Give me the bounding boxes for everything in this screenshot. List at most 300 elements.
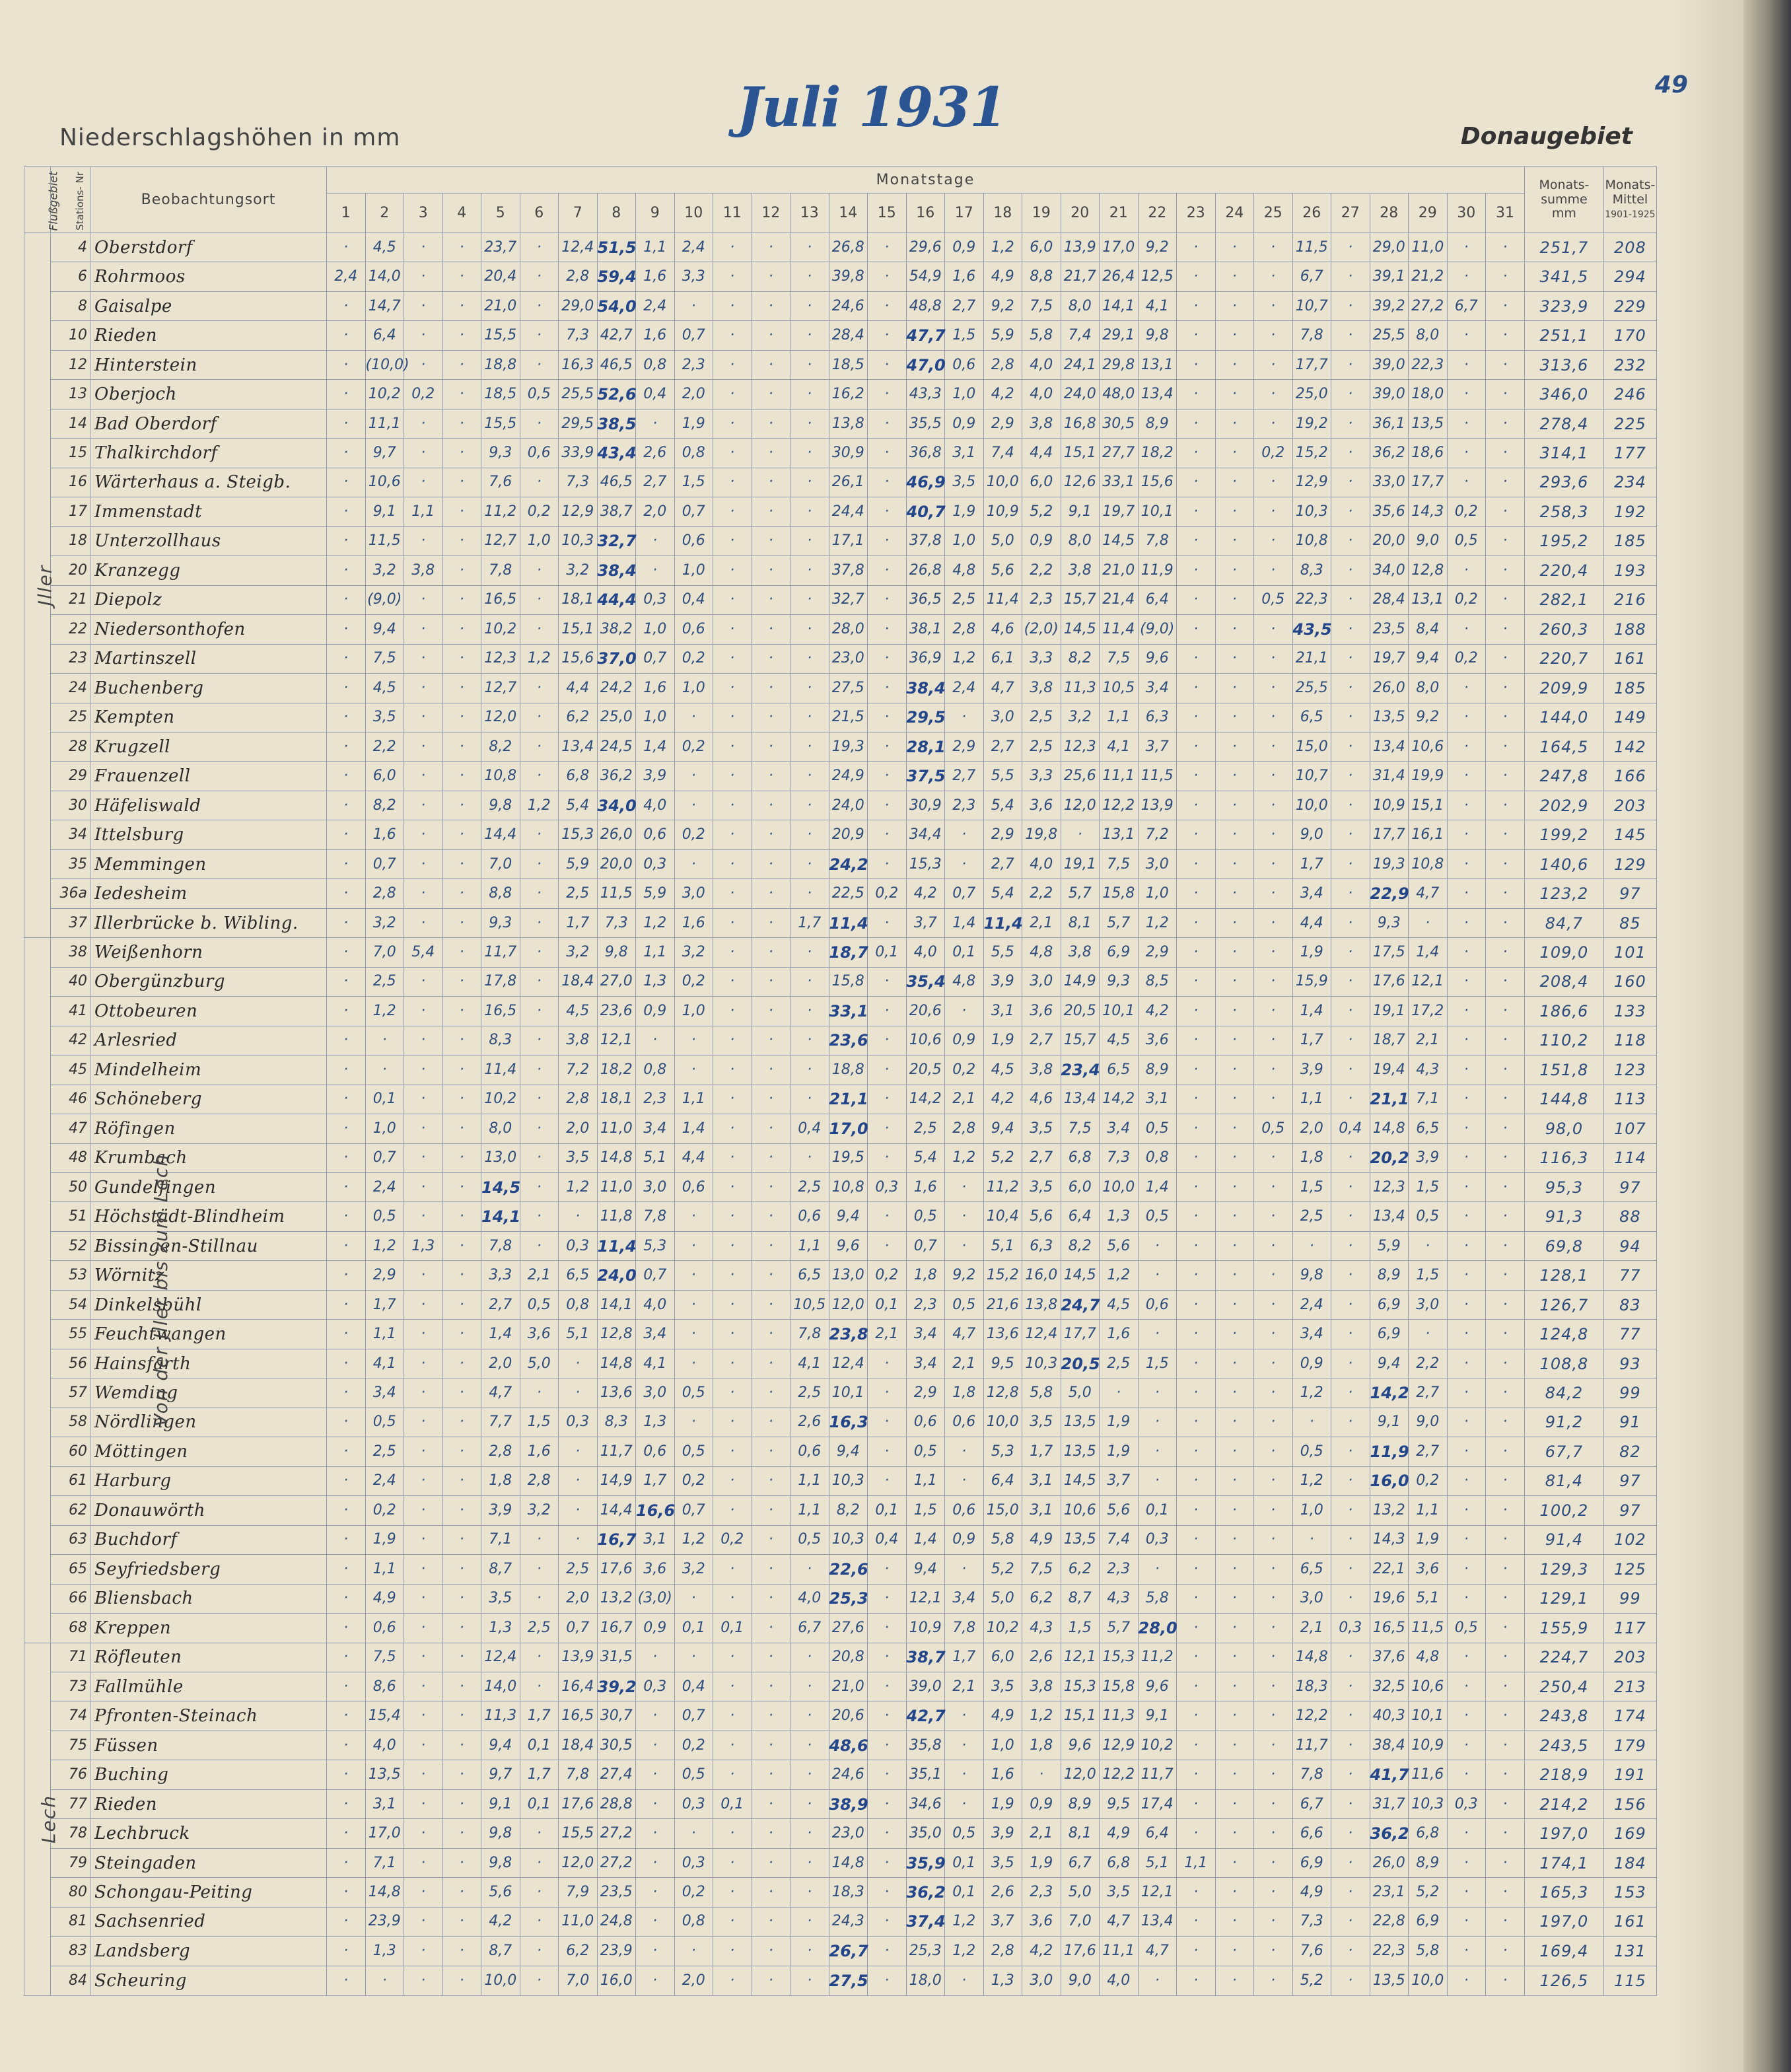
station-row xyxy=(24,1701,1657,1731)
daily-value: · xyxy=(674,791,713,820)
daily-value: 13,5 xyxy=(1370,1966,1409,1995)
daily-value: 27,2 xyxy=(1409,291,1448,320)
station-row xyxy=(24,1055,1657,1085)
daily-value: 4,1 xyxy=(636,1349,675,1378)
daily-value: 1,1 xyxy=(636,233,675,262)
daily-value: 10,7 xyxy=(1292,291,1331,320)
daily-value: 14,5 xyxy=(1061,1466,1100,1495)
daily-value: 6,7 xyxy=(1061,1848,1100,1877)
daily-value: 2,4 xyxy=(1292,1290,1331,1319)
daily-value: · xyxy=(1177,1408,1216,1437)
daily-value: 6,8 xyxy=(1409,1819,1448,1848)
daily-value: 12,1 xyxy=(597,1026,636,1055)
daily-value: 9,3 xyxy=(1370,908,1409,937)
daily-value: 13,4 xyxy=(1370,732,1409,761)
daily-value: · xyxy=(327,938,366,967)
daily-value: · xyxy=(1177,967,1216,996)
daily-value: 24,0 xyxy=(597,1261,636,1290)
daily-value: 0,5 xyxy=(790,1525,829,1554)
daily-value: 12,3 xyxy=(481,644,520,673)
daily-value: · xyxy=(1254,1584,1293,1613)
daily-value: · xyxy=(442,820,481,849)
daily-value: · xyxy=(1447,1437,1486,1466)
daily-value: · xyxy=(1177,1143,1216,1172)
daily-value: 2,7 xyxy=(636,468,675,497)
station-number: 28 xyxy=(51,732,90,761)
daily-value: 3,4 xyxy=(945,1584,984,1613)
daily-value: · xyxy=(1486,1496,1525,1525)
monthly-mean: 191 xyxy=(1603,1760,1656,1789)
station-row xyxy=(24,1937,1657,1966)
station-number: 4 xyxy=(51,233,90,262)
daily-value: · xyxy=(1177,703,1216,732)
daily-value: 15,3 xyxy=(906,849,945,878)
daily-value: 1,4 xyxy=(1409,938,1448,967)
daily-value: · xyxy=(1177,1966,1216,1995)
daily-value: · xyxy=(868,1231,907,1260)
daily-value: 4,0 xyxy=(1022,849,1061,878)
daily-value: 6,5 xyxy=(790,1261,829,1290)
daily-value: 15,5 xyxy=(481,321,520,350)
daily-value: 2,3 xyxy=(1022,585,1061,614)
station-name: Martinszell xyxy=(90,644,327,673)
station-name: Bad Oberdorf xyxy=(90,409,327,438)
daily-value: · xyxy=(1254,908,1293,937)
daily-value: 14,5 xyxy=(1100,526,1139,555)
daily-value: 29,1 xyxy=(1100,321,1139,350)
station-number: 40 xyxy=(51,967,90,996)
station-number: 8 xyxy=(51,291,90,320)
daily-value: 8,2 xyxy=(1061,1231,1100,1260)
daily-value: 1,9 xyxy=(674,409,713,438)
daily-value: · xyxy=(1254,262,1293,291)
daily-value: · xyxy=(1215,1819,1254,1848)
daily-value: 10,3 xyxy=(829,1466,868,1495)
daily-value: 7,9 xyxy=(559,1878,598,1907)
daily-value: 3,7 xyxy=(906,908,945,937)
daily-value: · xyxy=(713,1378,752,1408)
daily-value: 6,9 xyxy=(1292,1848,1331,1877)
daily-value: 1,3 xyxy=(636,967,675,996)
daily-value: · xyxy=(713,497,752,526)
daily-value: 13,5 xyxy=(1409,409,1448,438)
daily-value: 3,4 xyxy=(1138,674,1177,703)
daily-value: 22,8 xyxy=(1370,1907,1409,1936)
daily-value: · xyxy=(713,1114,752,1143)
daily-value: · xyxy=(752,791,790,820)
station-row xyxy=(24,1760,1657,1789)
daily-value: 9,4 xyxy=(365,615,404,644)
daily-value: · xyxy=(1486,380,1525,409)
daily-value: 17,8 xyxy=(481,967,520,996)
daily-value: 2,4 xyxy=(945,674,984,703)
daily-value: 6,0 xyxy=(983,1643,1022,1672)
daily-value: 11,7 xyxy=(481,938,520,967)
daily-value: · xyxy=(1331,1055,1370,1085)
daily-value: · xyxy=(1254,849,1293,878)
daily-value: · xyxy=(790,1789,829,1818)
daily-value: · xyxy=(404,820,443,849)
daily-value: 2,7 xyxy=(1409,1378,1448,1408)
daily-value: 11,4 xyxy=(481,1055,520,1085)
daily-value: 19,3 xyxy=(1370,849,1409,878)
daily-value: · xyxy=(752,409,790,438)
daily-value: · xyxy=(404,1643,443,1672)
daily-value: 0,6 xyxy=(636,1437,675,1466)
monthly-mean: 203 xyxy=(1603,1643,1656,1672)
daily-value: 25,5 xyxy=(559,380,598,409)
daily-value: · xyxy=(1215,1055,1254,1085)
daily-value: · xyxy=(1215,291,1254,320)
daily-value: · xyxy=(327,350,366,379)
daily-value: · xyxy=(327,1349,366,1378)
daily-value: 24,3 xyxy=(829,1907,868,1936)
daily-value: 8,7 xyxy=(481,1937,520,1966)
daily-value: 0,5 xyxy=(674,1760,713,1789)
daily-value: 1,0 xyxy=(945,526,984,555)
daily-value: 3,5 xyxy=(983,1672,1022,1701)
daily-value: · xyxy=(442,1290,481,1319)
daily-value: · xyxy=(752,350,790,379)
station-row xyxy=(24,1525,1657,1554)
station-name: Harburg xyxy=(90,1466,327,1495)
daily-value: · xyxy=(1331,468,1370,497)
daily-value: · xyxy=(1331,380,1370,409)
daily-value: · xyxy=(868,468,907,497)
daily-value: 0,4 xyxy=(674,585,713,614)
daily-value: 1,1 xyxy=(674,1085,713,1114)
daily-value: 3,5 xyxy=(1022,1114,1061,1143)
daily-value: · xyxy=(1447,1819,1486,1848)
daily-value: 3,5 xyxy=(559,1143,598,1172)
daily-value: 18,7 xyxy=(1370,1026,1409,1055)
daily-value: 2,5 xyxy=(1022,732,1061,761)
daily-value: 0,1 xyxy=(868,1496,907,1525)
daily-value: · xyxy=(442,967,481,996)
daily-value: 15,1 xyxy=(559,615,598,644)
daily-value: · xyxy=(1177,439,1216,468)
daily-value: · xyxy=(752,703,790,732)
daily-value: 17,6 xyxy=(597,1555,636,1584)
daily-value: 0,9 xyxy=(945,1026,984,1055)
daily-value: 2,7 xyxy=(1409,1437,1448,1466)
monthly-sum: 214,2 xyxy=(1524,1789,1603,1818)
daily-value: · xyxy=(1486,849,1525,878)
daily-value: · xyxy=(404,1408,443,1437)
daily-value: 29,8 xyxy=(1100,350,1139,379)
daily-value: 14,4 xyxy=(481,820,520,849)
station-name: Schongau-Peiting xyxy=(90,1878,327,1907)
daily-value: · xyxy=(1486,439,1525,468)
daily-value: 8,0 xyxy=(1061,526,1100,555)
daily-value: · xyxy=(327,1937,366,1966)
monthly-mean: 97 xyxy=(1603,879,1656,908)
daily-value: 6,4 xyxy=(1138,585,1177,614)
daily-value: 5,1 xyxy=(983,1231,1022,1260)
day-header-12: 12 xyxy=(752,194,790,233)
daily-value: 2,6 xyxy=(983,1878,1022,1907)
monthly-sum: 91,3 xyxy=(1524,1202,1603,1231)
daily-value: 1,5 xyxy=(945,321,984,350)
daily-value: · xyxy=(442,321,481,350)
daily-value: · xyxy=(752,321,790,350)
station-row xyxy=(24,644,1657,673)
daily-value: 11,2 xyxy=(481,497,520,526)
daily-value: 8,2 xyxy=(481,732,520,761)
daily-value: 51,5 xyxy=(597,233,636,262)
daily-value: · xyxy=(1486,1261,1525,1290)
daily-value: · xyxy=(1215,1261,1254,1290)
daily-value: · xyxy=(868,1672,907,1701)
daily-value: 5,1 xyxy=(1138,1848,1177,1877)
station-name: Buchdorf xyxy=(90,1525,327,1554)
daily-value: · xyxy=(868,1643,907,1672)
station-row xyxy=(24,526,1657,555)
monthly-mean: 114 xyxy=(1603,1143,1656,1172)
daily-value: 23,4 xyxy=(1061,1055,1100,1085)
daily-value: 15,2 xyxy=(1292,439,1331,468)
daily-value: 2,0 xyxy=(559,1114,598,1143)
daily-value: 10,3 xyxy=(829,1525,868,1554)
daily-value: 0,3 xyxy=(674,1789,713,1818)
daily-value: 10,6 xyxy=(1061,1496,1100,1525)
daily-value: 3,5 xyxy=(1022,1173,1061,1202)
daily-value: · xyxy=(520,350,559,379)
monthly-sum: 293,6 xyxy=(1524,468,1603,497)
daily-value: 8,8 xyxy=(1022,262,1061,291)
monthly-mean: 125 xyxy=(1603,1555,1656,1584)
daily-value: · xyxy=(752,291,790,320)
daily-value: 0,6 xyxy=(906,1408,945,1437)
daily-value: 15,7 xyxy=(1061,585,1100,614)
daily-value: · xyxy=(404,997,443,1026)
daily-value: · xyxy=(404,1320,443,1349)
daily-value: 12,8 xyxy=(597,1320,636,1349)
daily-value: · xyxy=(442,556,481,585)
daily-value: 19,1 xyxy=(1061,849,1100,878)
daily-value: · xyxy=(404,1466,443,1495)
monthly-mean: 142 xyxy=(1603,732,1656,761)
station-name: Hinterstein xyxy=(90,350,327,379)
daily-value: · xyxy=(1409,1231,1448,1260)
daily-value: 2,0 xyxy=(674,380,713,409)
daily-value: · xyxy=(404,1789,443,1818)
daily-value: 20,6 xyxy=(829,1701,868,1731)
daily-value: · xyxy=(790,967,829,996)
station-name: Krumbach xyxy=(90,1143,327,1172)
daily-value: 4,8 xyxy=(945,967,984,996)
daily-value: · xyxy=(520,908,559,937)
daily-value: · xyxy=(1177,291,1216,320)
monthly-mean: 161 xyxy=(1603,1907,1656,1936)
daily-value: 7,6 xyxy=(481,468,520,497)
daily-value: 0,2 xyxy=(674,732,713,761)
col-header-month-days: Monatstage xyxy=(327,167,1525,194)
daily-value: 36,2 xyxy=(906,1878,945,1907)
daily-value: 3,1 xyxy=(1022,1496,1061,1525)
daily-value: 21,7 xyxy=(1061,262,1100,291)
station-number: 73 xyxy=(51,1672,90,1701)
station-row xyxy=(24,262,1657,291)
daily-value: 4,4 xyxy=(674,1143,713,1172)
station-row xyxy=(24,409,1657,438)
daily-value: · xyxy=(790,409,829,438)
daily-value: · xyxy=(790,762,829,791)
daily-value: · xyxy=(713,1496,752,1525)
daily-value: 2,0 xyxy=(636,497,675,526)
daily-value: · xyxy=(442,732,481,761)
daily-value: · xyxy=(1215,849,1254,878)
daily-value: 10,7 xyxy=(1292,762,1331,791)
daily-value: · xyxy=(1177,1760,1216,1789)
daily-value: 4,1 xyxy=(790,1349,829,1378)
daily-value: · xyxy=(442,291,481,320)
daily-value: · xyxy=(1447,1672,1486,1701)
daily-value: · xyxy=(1331,732,1370,761)
daily-value: 11,4 xyxy=(983,908,1022,937)
daily-value: 29,5 xyxy=(906,703,945,732)
daily-value: 10,5 xyxy=(1100,674,1139,703)
daily-value: 4,2 xyxy=(481,1907,520,1936)
daily-value: 1,0 xyxy=(945,380,984,409)
daily-value: 2,1 xyxy=(1022,908,1061,937)
day-header-22: 22 xyxy=(1138,194,1177,233)
daily-value: 0,1 xyxy=(1138,1496,1177,1525)
daily-value: 4,4 xyxy=(559,674,598,703)
daily-value: · xyxy=(327,468,366,497)
daily-value: · xyxy=(1254,791,1293,820)
daily-value: · xyxy=(442,615,481,644)
daily-value: 28,0 xyxy=(829,615,868,644)
daily-value: 0,6 xyxy=(636,820,675,849)
daily-value: · xyxy=(1486,1584,1525,1613)
daily-value: · xyxy=(1409,908,1448,937)
daily-value: · xyxy=(1215,233,1254,262)
daily-value: 0,5 xyxy=(906,1437,945,1466)
daily-value: · xyxy=(1215,409,1254,438)
daily-value: 43,3 xyxy=(906,380,945,409)
daily-value: · xyxy=(868,1819,907,1848)
daily-value: · xyxy=(1215,1143,1254,1172)
daily-value: · xyxy=(1215,615,1254,644)
daily-value: 11,3 xyxy=(481,1701,520,1731)
daily-value: · xyxy=(1331,615,1370,644)
daily-value: · xyxy=(1486,1466,1525,1495)
daily-value: 3,8 xyxy=(1022,674,1061,703)
daily-value: · xyxy=(674,703,713,732)
daily-value: · xyxy=(520,732,559,761)
daily-value: · xyxy=(327,1878,366,1907)
daily-value: 2,5 xyxy=(559,879,598,908)
daily-value: · xyxy=(1061,820,1100,849)
daily-value: · xyxy=(752,1614,790,1643)
station-name: Oberjoch xyxy=(90,380,327,409)
daily-value: 12,0 xyxy=(1061,1760,1100,1789)
daily-value: 0,2 xyxy=(404,380,443,409)
daily-value: · xyxy=(868,233,907,262)
daily-value: · xyxy=(752,732,790,761)
daily-value: 12,8 xyxy=(1409,556,1448,585)
daily-value: · xyxy=(520,1085,559,1114)
daily-value: · xyxy=(1331,409,1370,438)
daily-value: 24,7 xyxy=(1061,1290,1100,1319)
daily-value: 20,4 xyxy=(481,262,520,291)
daily-value: · xyxy=(752,262,790,291)
daily-value: 0,5 xyxy=(520,380,559,409)
daily-value: 10,0 xyxy=(983,1408,1022,1437)
daily-value: · xyxy=(752,879,790,908)
daily-value: 17,0 xyxy=(829,1114,868,1143)
daily-value: 2,8 xyxy=(983,350,1022,379)
daily-value: 21,0 xyxy=(829,1672,868,1701)
daily-value: · xyxy=(1215,350,1254,379)
daily-value: 10,3 xyxy=(1409,1789,1448,1818)
daily-value: 34,0 xyxy=(1370,556,1409,585)
daily-value: 9,2 xyxy=(983,291,1022,320)
station-number: 10 xyxy=(51,321,90,350)
daily-value: · xyxy=(442,350,481,379)
daily-value: 2,3 xyxy=(636,1085,675,1114)
daily-value: 11,9 xyxy=(1138,556,1177,585)
daily-value: · xyxy=(1177,468,1216,497)
daily-value: · xyxy=(790,732,829,761)
daily-value: 2,2 xyxy=(1022,556,1061,585)
daily-value: · xyxy=(1486,1907,1525,1936)
daily-value: 4,8 xyxy=(1409,1643,1448,1672)
daily-value: · xyxy=(327,644,366,673)
station-number: 34 xyxy=(51,820,90,849)
station-row xyxy=(24,1349,1657,1378)
monthly-mean: 82 xyxy=(1603,1437,1656,1466)
station-number: 71 xyxy=(51,1643,90,1672)
daily-value: · xyxy=(520,820,559,849)
daily-value: · xyxy=(713,1672,752,1701)
daily-value: 1,9 xyxy=(1292,938,1331,967)
daily-value: 24,5 xyxy=(597,732,636,761)
daily-value: · xyxy=(713,1349,752,1378)
monthly-mean: 160 xyxy=(1603,967,1656,996)
monthly-mean: 91 xyxy=(1603,1408,1656,1437)
daily-value: 11,7 xyxy=(597,1437,636,1466)
daily-value: 20,0 xyxy=(597,849,636,878)
daily-value: · xyxy=(442,1173,481,1202)
daily-value: 8,0 xyxy=(1409,321,1448,350)
daily-value: · xyxy=(559,1525,598,1554)
station-row xyxy=(24,1789,1657,1818)
daily-value: · xyxy=(1486,1525,1525,1554)
daily-value: 0,5 xyxy=(1138,1114,1177,1143)
daily-value: · xyxy=(442,1731,481,1760)
daily-value: · xyxy=(1447,908,1486,937)
daily-value: 11,7 xyxy=(1138,1760,1177,1789)
daily-value: 9,1 xyxy=(1370,1408,1409,1437)
daily-value: 4,7 xyxy=(983,674,1022,703)
daily-value: 11,5 xyxy=(365,526,404,555)
daily-value: 17,7 xyxy=(1061,1320,1100,1349)
daily-value: · xyxy=(327,1584,366,1613)
monthly-mean: 234 xyxy=(1603,468,1656,497)
daily-value: 5,6 xyxy=(1100,1496,1139,1525)
daily-value: · xyxy=(1177,1584,1216,1613)
daily-value: · xyxy=(1486,1789,1525,1818)
daily-value: 3,1 xyxy=(983,997,1022,1026)
daily-value: · xyxy=(790,1760,829,1789)
monthly-sum: 282,1 xyxy=(1524,585,1603,614)
daily-value: · xyxy=(1254,1760,1293,1789)
daily-value: · xyxy=(404,1143,443,1172)
daily-value: 7,3 xyxy=(1292,1907,1331,1936)
daily-value: 1,9 xyxy=(1409,1525,1448,1554)
